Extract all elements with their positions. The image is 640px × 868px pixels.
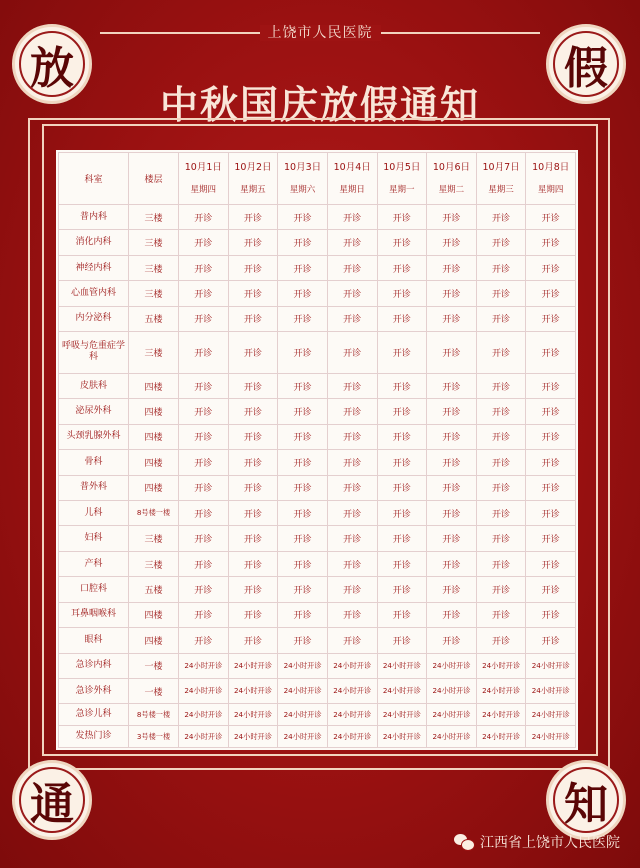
- status-cell: 24小时开诊: [526, 726, 576, 748]
- header-day: [179, 153, 229, 205]
- table-row: [59, 255, 576, 280]
- status-cell: 24小时开诊: [526, 653, 576, 678]
- status-cell: 开诊: [179, 450, 229, 475]
- status-cell: 开诊: [427, 306, 477, 331]
- header-date: 10月1日: [184, 161, 222, 173]
- status-cell: 开诊: [327, 500, 377, 525]
- status-cell: 开诊: [526, 281, 576, 306]
- dept-cell: 心血管内科: [59, 281, 129, 306]
- status-cell: 开诊: [278, 577, 328, 602]
- status-cell: 开诊: [278, 332, 328, 374]
- status-cell: 开诊: [427, 281, 477, 306]
- page-title: 中秋国庆放假通知: [159, 82, 480, 127]
- corner-seal-tong: 通: [12, 760, 92, 840]
- status-cell: 开诊: [179, 577, 229, 602]
- floor-cell: 五楼: [129, 306, 179, 331]
- floor-cell: 三楼: [129, 255, 179, 280]
- status-cell: 开诊: [327, 306, 377, 331]
- table-row: [59, 332, 576, 374]
- floor-cell: 8号楼一楼: [129, 704, 179, 726]
- status-cell: 开诊: [228, 255, 278, 280]
- dept-cell: 头颈乳腺外科: [59, 424, 129, 449]
- status-cell: 开诊: [476, 332, 526, 374]
- status-cell: 开诊: [476, 306, 526, 331]
- status-cell: 开诊: [228, 450, 278, 475]
- status-cell: 开诊: [228, 332, 278, 374]
- status-cell: 开诊: [327, 602, 377, 627]
- status-cell: 开诊: [526, 255, 576, 280]
- table-row: [59, 500, 576, 525]
- header-day: [377, 153, 427, 205]
- status-cell: 开诊: [179, 500, 229, 525]
- status-cell: 开诊: [228, 577, 278, 602]
- status-cell: 24小时开诊: [427, 726, 477, 748]
- header-weekday: 星期六: [289, 184, 316, 195]
- header-weekday: 星期三: [488, 184, 514, 195]
- status-cell: 开诊: [427, 205, 477, 230]
- status-cell: 开诊: [278, 255, 328, 280]
- header-date: 10月6日: [432, 161, 470, 173]
- header-date: 10月4日: [333, 161, 371, 173]
- status-cell: 开诊: [179, 475, 229, 500]
- status-cell: 24小时开诊: [327, 704, 377, 726]
- status-cell: 开诊: [476, 424, 526, 449]
- table-row: [59, 450, 576, 475]
- status-cell: 开诊: [526, 399, 576, 424]
- status-cell: 24小时开诊: [427, 678, 477, 703]
- status-cell: 开诊: [278, 306, 328, 331]
- dept-cell: 神经内科: [59, 255, 129, 280]
- table-row: [59, 526, 576, 551]
- dept-cell: 呼吸与危重症学科: [59, 332, 129, 374]
- floor-cell: 五楼: [129, 577, 179, 602]
- status-cell: 开诊: [278, 526, 328, 551]
- table-row: [59, 306, 576, 331]
- status-cell: 开诊: [228, 551, 278, 576]
- header-weekday: 星期五: [240, 184, 266, 195]
- status-cell: 开诊: [228, 475, 278, 500]
- floor-cell: 四楼: [129, 602, 179, 627]
- status-cell: 24小时开诊: [278, 726, 328, 748]
- status-cell: 24小时开诊: [278, 678, 328, 703]
- dept-cell: 产科: [59, 551, 129, 576]
- status-cell: 开诊: [179, 255, 229, 280]
- status-cell: 24小时开诊: [228, 678, 278, 703]
- status-cell: 24小时开诊: [476, 653, 526, 678]
- status-cell: 开诊: [427, 526, 477, 551]
- status-cell: 开诊: [526, 424, 576, 449]
- header-date: 10月5日: [383, 161, 421, 173]
- dept-cell: 急诊内科: [59, 653, 129, 678]
- dept-cell: 急诊外科: [59, 678, 129, 703]
- header-day: [526, 153, 576, 205]
- status-cell: 开诊: [327, 628, 377, 653]
- floor-cell: 三楼: [129, 526, 179, 551]
- dept-cell: 皮肤科: [59, 373, 129, 398]
- status-cell: 开诊: [377, 450, 427, 475]
- status-cell: 开诊: [377, 255, 427, 280]
- status-cell: 开诊: [476, 551, 526, 576]
- floor-cell: 三楼: [129, 332, 179, 374]
- dept-cell: 发热门诊: [59, 726, 129, 748]
- status-cell: 开诊: [179, 399, 229, 424]
- floor-cell: 四楼: [129, 399, 179, 424]
- status-cell: 开诊: [278, 230, 328, 255]
- dept-cell: 儿科: [59, 500, 129, 525]
- header-weekday: 星期日: [339, 184, 365, 195]
- dept-cell: 急诊儿科: [59, 704, 129, 726]
- status-cell: 24小时开诊: [278, 653, 328, 678]
- table-row: [59, 628, 576, 653]
- status-cell: 开诊: [476, 602, 526, 627]
- status-cell: 开诊: [377, 332, 427, 374]
- status-cell: 开诊: [377, 500, 427, 525]
- status-cell: 开诊: [526, 230, 576, 255]
- status-cell: 开诊: [526, 500, 576, 525]
- status-cell: 开诊: [179, 602, 229, 627]
- status-cell: 开诊: [377, 306, 427, 331]
- status-cell: 开诊: [327, 373, 377, 398]
- status-cell: 开诊: [278, 551, 328, 576]
- floor-cell: 四楼: [129, 424, 179, 449]
- status-cell: 开诊: [228, 424, 278, 449]
- status-cell: 开诊: [427, 475, 477, 500]
- status-cell: 开诊: [327, 475, 377, 500]
- status-cell: 开诊: [327, 399, 377, 424]
- table-row: [59, 551, 576, 576]
- status-cell: 开诊: [179, 230, 229, 255]
- status-cell: 开诊: [327, 230, 377, 255]
- status-cell: 开诊: [179, 373, 229, 398]
- status-cell: 开诊: [278, 399, 328, 424]
- hospital-name-top: 上饶市人民医院: [0, 22, 640, 42]
- header-date: 10月8日: [532, 161, 570, 173]
- table-row: [59, 205, 576, 230]
- footer-account-name: 江西省上饶市人民医院: [480, 835, 620, 851]
- floor-cell: 3号楼一楼: [129, 726, 179, 748]
- floor-cell: 三楼: [129, 230, 179, 255]
- status-cell: 24小时开诊: [526, 678, 576, 703]
- status-cell: 开诊: [427, 399, 477, 424]
- dept-cell: 内分泌科: [59, 306, 129, 331]
- status-cell: 开诊: [377, 475, 427, 500]
- floor-cell: 四楼: [129, 475, 179, 500]
- dept-cell: 眼科: [59, 628, 129, 653]
- header-weekday: 星期一: [389, 184, 415, 195]
- status-cell: 开诊: [427, 332, 477, 374]
- status-cell: 开诊: [526, 450, 576, 475]
- status-cell: 开诊: [476, 399, 526, 424]
- table-row: [59, 399, 576, 424]
- header-day: [427, 153, 477, 205]
- status-cell: 24小时开诊: [179, 726, 229, 748]
- status-cell: 开诊: [427, 230, 477, 255]
- status-cell: 开诊: [526, 205, 576, 230]
- status-cell: 开诊: [278, 281, 328, 306]
- floor-cell: 三楼: [129, 205, 179, 230]
- status-cell: 开诊: [476, 500, 526, 525]
- status-cell: 开诊: [327, 281, 377, 306]
- status-cell: 24小时开诊: [179, 704, 229, 726]
- status-cell: 开诊: [526, 475, 576, 500]
- dept-cell: 耳鼻咽喉科: [59, 602, 129, 627]
- status-cell: 24小时开诊: [228, 704, 278, 726]
- table-row: [59, 704, 576, 726]
- status-cell: 24小时开诊: [228, 653, 278, 678]
- status-cell: 开诊: [327, 450, 377, 475]
- schedule-table: [58, 152, 576, 748]
- status-cell: 24小时开诊: [526, 704, 576, 726]
- dept-cell: 普内科: [59, 205, 129, 230]
- status-cell: 开诊: [526, 551, 576, 576]
- status-cell: 开诊: [228, 306, 278, 331]
- status-cell: 开诊: [427, 628, 477, 653]
- dept-cell: 泌尿外科: [59, 399, 129, 424]
- status-cell: 24小时开诊: [377, 726, 427, 748]
- table-row: [59, 602, 576, 627]
- header-date: 10月7日: [482, 161, 520, 173]
- status-cell: 开诊: [228, 628, 278, 653]
- status-cell: 24小时开诊: [377, 678, 427, 703]
- status-cell: 开诊: [228, 205, 278, 230]
- dept-cell: 骨科: [59, 450, 129, 475]
- table-row: [59, 577, 576, 602]
- status-cell: 开诊: [228, 373, 278, 398]
- status-cell: 开诊: [228, 230, 278, 255]
- status-cell: 24小时开诊: [327, 678, 377, 703]
- status-cell: 开诊: [476, 230, 526, 255]
- status-cell: 开诊: [179, 424, 229, 449]
- header-weekday: 星期四: [190, 184, 217, 195]
- table-row: [59, 726, 576, 748]
- status-cell: 开诊: [179, 332, 229, 374]
- status-cell: 24小时开诊: [476, 704, 526, 726]
- status-cell: 开诊: [476, 526, 526, 551]
- wechat-icon: [454, 834, 474, 850]
- status-cell: 开诊: [427, 255, 477, 280]
- floor-cell: 四楼: [129, 628, 179, 653]
- status-cell: 开诊: [228, 399, 278, 424]
- status-cell: 开诊: [278, 373, 328, 398]
- table-row: [59, 653, 576, 678]
- status-cell: 24小时开诊: [377, 704, 427, 726]
- status-cell: 开诊: [377, 373, 427, 398]
- dept-cell: 消化内科: [59, 230, 129, 255]
- status-cell: 24小时开诊: [427, 704, 477, 726]
- status-cell: 开诊: [476, 577, 526, 602]
- status-cell: 24小时开诊: [476, 678, 526, 703]
- status-cell: 开诊: [526, 577, 576, 602]
- status-cell: 开诊: [476, 373, 526, 398]
- footer-account: [454, 832, 620, 852]
- status-cell: 开诊: [228, 500, 278, 525]
- floor-cell: 三楼: [129, 281, 179, 306]
- status-cell: 开诊: [427, 577, 477, 602]
- status-cell: 开诊: [278, 450, 328, 475]
- status-cell: 开诊: [427, 450, 477, 475]
- status-cell: 24小时开诊: [327, 653, 377, 678]
- status-cell: 开诊: [476, 205, 526, 230]
- header-day: [278, 153, 328, 205]
- header-floor: 楼层: [129, 153, 179, 205]
- status-cell: 开诊: [179, 306, 229, 331]
- status-cell: 开诊: [179, 526, 229, 551]
- header-weekday: 星期二: [438, 184, 465, 195]
- corner-seal-jia: 假: [546, 24, 626, 104]
- status-cell: 开诊: [278, 628, 328, 653]
- status-cell: 开诊: [526, 306, 576, 331]
- status-cell: 开诊: [476, 281, 526, 306]
- table-row: [59, 281, 576, 306]
- dept-cell: 普外科: [59, 475, 129, 500]
- status-cell: 开诊: [278, 500, 328, 525]
- status-cell: 开诊: [327, 205, 377, 230]
- status-cell: 开诊: [377, 230, 427, 255]
- status-cell: 开诊: [327, 551, 377, 576]
- dept-cell: 口腔科: [59, 577, 129, 602]
- status-cell: 24小时开诊: [179, 653, 229, 678]
- status-cell: 开诊: [476, 255, 526, 280]
- status-cell: 开诊: [526, 373, 576, 398]
- status-cell: 开诊: [278, 602, 328, 627]
- status-cell: 开诊: [427, 373, 477, 398]
- status-cell: 开诊: [278, 205, 328, 230]
- table-row: [59, 475, 576, 500]
- status-cell: 开诊: [377, 577, 427, 602]
- status-cell: 开诊: [377, 526, 427, 551]
- dept-cell: 妇科: [59, 526, 129, 551]
- status-cell: 开诊: [427, 602, 477, 627]
- schedule-table-container: [56, 150, 578, 750]
- status-cell: 24小时开诊: [476, 726, 526, 748]
- status-cell: 开诊: [377, 602, 427, 627]
- status-cell: 24小时开诊: [427, 653, 477, 678]
- floor-cell: 四楼: [129, 373, 179, 398]
- status-cell: 开诊: [377, 424, 427, 449]
- status-cell: 开诊: [179, 551, 229, 576]
- status-cell: 开诊: [179, 628, 229, 653]
- status-cell: 开诊: [476, 628, 526, 653]
- status-cell: 开诊: [327, 255, 377, 280]
- status-cell: 开诊: [377, 551, 427, 576]
- status-cell: 开诊: [228, 281, 278, 306]
- floor-cell: 三楼: [129, 551, 179, 576]
- status-cell: 开诊: [526, 628, 576, 653]
- status-cell: 开诊: [179, 281, 229, 306]
- header-weekday: 星期四: [537, 184, 564, 195]
- header-day: [327, 153, 377, 205]
- status-cell: 24小时开诊: [327, 726, 377, 748]
- header-day: [476, 153, 526, 205]
- status-cell: 开诊: [427, 551, 477, 576]
- status-cell: 开诊: [179, 205, 229, 230]
- status-cell: 开诊: [377, 399, 427, 424]
- header-date: 10月2日: [234, 161, 272, 173]
- floor-cell: 一楼: [129, 653, 179, 678]
- status-cell: 24小时开诊: [179, 678, 229, 703]
- status-cell: 24小时开诊: [228, 726, 278, 748]
- table-row: [59, 373, 576, 398]
- status-cell: 24小时开诊: [278, 704, 328, 726]
- status-cell: 24小时开诊: [377, 653, 427, 678]
- table-row: [59, 424, 576, 449]
- status-cell: 开诊: [327, 577, 377, 602]
- table-row: [59, 678, 576, 703]
- status-cell: 开诊: [526, 602, 576, 627]
- corner-seal-zhi: 知: [546, 760, 626, 840]
- status-cell: 开诊: [327, 332, 377, 374]
- header-date: 10月3日: [283, 161, 322, 173]
- table-row: [59, 230, 576, 255]
- status-cell: 开诊: [228, 602, 278, 627]
- header-dept: 科室: [59, 153, 129, 205]
- status-cell: 开诊: [476, 475, 526, 500]
- status-cell: 开诊: [377, 205, 427, 230]
- status-cell: 开诊: [526, 332, 576, 374]
- header-day: [228, 153, 278, 205]
- status-cell: 开诊: [377, 628, 427, 653]
- status-cell: 开诊: [228, 526, 278, 551]
- status-cell: 开诊: [427, 500, 477, 525]
- status-cell: 开诊: [278, 475, 328, 500]
- status-cell: 开诊: [377, 281, 427, 306]
- floor-cell: 一楼: [129, 678, 179, 703]
- status-cell: 开诊: [526, 526, 576, 551]
- corner-seal-fang: 放: [12, 24, 92, 104]
- status-cell: 开诊: [476, 450, 526, 475]
- status-cell: 开诊: [427, 424, 477, 449]
- floor-cell: 8号楼一楼: [129, 500, 179, 525]
- status-cell: 开诊: [278, 424, 328, 449]
- status-cell: 开诊: [327, 526, 377, 551]
- floor-cell: 四楼: [129, 450, 179, 475]
- status-cell: 开诊: [327, 424, 377, 449]
